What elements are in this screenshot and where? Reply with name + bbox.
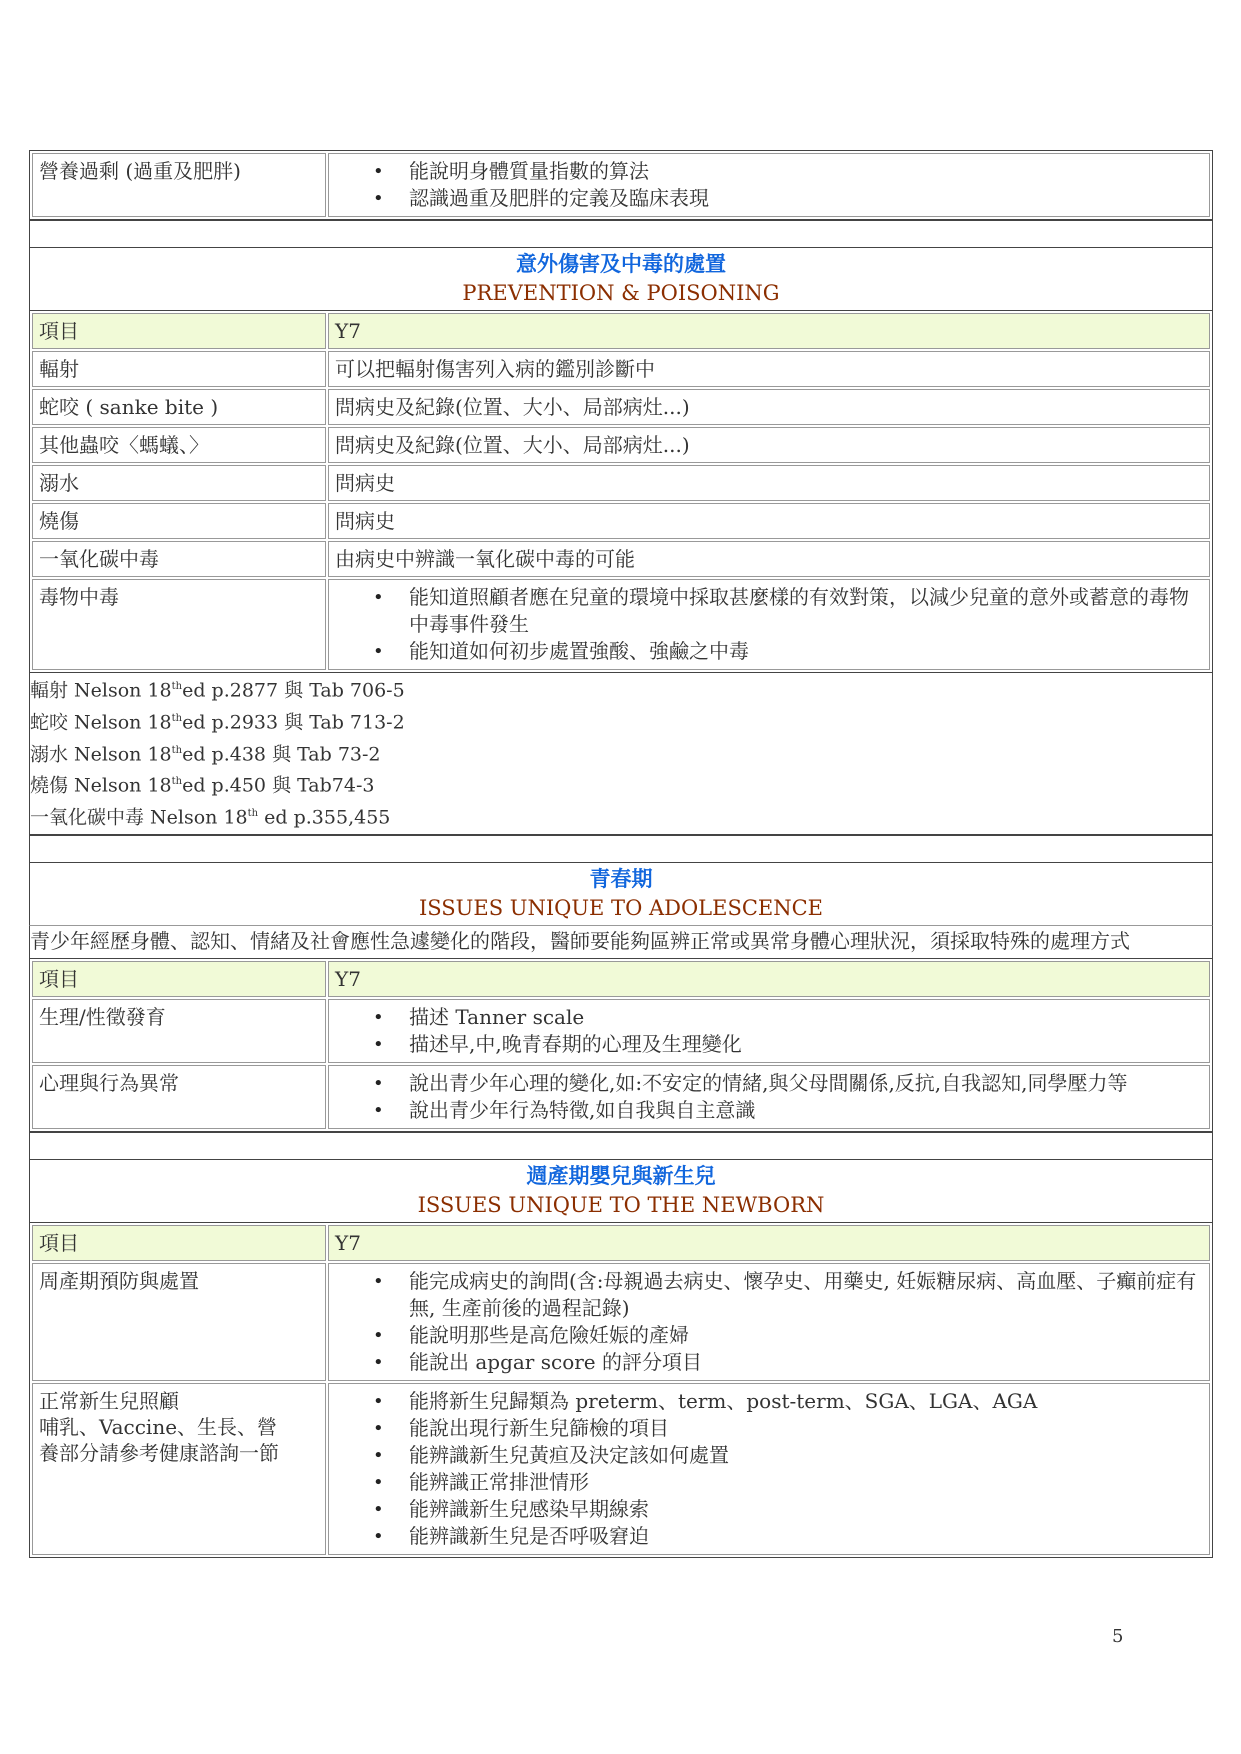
- goal-cell: [328, 999, 1210, 1063]
- table-row: [32, 389, 1210, 425]
- item-cell: 燒傷: [32, 503, 326, 539]
- reference-line: 溺水 Nelson 18thed p.438 與 Tab 73-2: [30, 742, 381, 765]
- reference-line: 燒傷 Nelson 18thed p.450 與 Tab74-3: [30, 774, 375, 797]
- spacer-row: [29, 1132, 1213, 1159]
- table-row: [32, 427, 1210, 463]
- goal-cell: [328, 579, 1210, 670]
- section-title-en: PREVENTION & POISONING: [462, 281, 780, 305]
- bullet-item: • 能辨識新生兒是否呼吸窘迫: [399, 1523, 1203, 1550]
- table-header-row: [32, 1225, 1210, 1261]
- table-row: [32, 999, 1210, 1063]
- section-title-zh: 週產期嬰兒與新生兒: [526, 1164, 716, 1189]
- header-item: 項目: [32, 961, 326, 997]
- item-cell: 周產期預防與處置: [32, 1263, 326, 1381]
- item-cell: 一氧化碳中毒: [32, 541, 326, 577]
- table-row: [32, 1065, 1210, 1129]
- section-intro: 青少年經歷身體、認知、情緒及社會應性急遽變化的階段，醫師要能夠區辨正常或異常身體心理狀況，須採取特殊的處理方式: [29, 925, 1213, 958]
- section-title-zh: 青春期: [589, 867, 653, 892]
- table-row: [32, 351, 1210, 387]
- section-title-newborn: [29, 1159, 1213, 1222]
- goal-cell: 由病史中辨識一氧化碳中毒的可能: [328, 541, 1210, 577]
- table-row: [32, 1383, 1210, 1555]
- item-cell: 溺水: [32, 465, 326, 501]
- bullet-item: • 能將新生兒歸類為 preterm、term、post-term、SGA、LGA、AGA: [399, 1388, 1203, 1415]
- table-row: [32, 541, 1210, 577]
- table-row: [32, 153, 1210, 217]
- section-title-en: ISSUES UNIQUE TO ADOLESCENCE: [418, 896, 824, 921]
- reference-line: 蛇咬 Nelson 18thed p.2933 與 Tab 713-2: [30, 711, 405, 734]
- reference-list: [29, 673, 1213, 835]
- reference-line: 輻射 Nelson 18thed p.2877 與 Tab 706-5: [30, 679, 405, 702]
- page-number: 5: [1112, 1626, 1124, 1647]
- item-cell: 營養過剩 (過重及肥胖): [32, 153, 326, 217]
- item-cell: 蛇咬 ( sanke bite ): [32, 389, 326, 425]
- goal-cell: [328, 1263, 1210, 1381]
- bullet-item: • 說出青少年行為特徵,如自我與自主意識: [399, 1097, 1203, 1124]
- bullet-item: • 能知道如何初步處置強酸、強鹼之中毒: [399, 638, 1203, 665]
- bullet-item: • 能辨識正常排泄情形: [399, 1469, 1203, 1496]
- bullet-item: • 說出青少年心理的變化,如:不安定的情緒,與父母間關係,反抗,自我認知,同學壓力等: [399, 1070, 1203, 1097]
- goal-cell: 問病史: [328, 465, 1210, 501]
- table-row: [32, 1263, 1210, 1381]
- item-cell: 毒物中毒: [32, 579, 326, 670]
- bullet-item: • 能說明身體質量指數的算法: [399, 158, 1203, 185]
- reference-line: 一氧化碳中毒 Nelson 18th ed p.355,455: [30, 806, 391, 829]
- bullet-item: • 認識過重及肥胖的定義及臨床表現: [399, 185, 1203, 212]
- bullet-item: • 能完成病史的詢問(含:母親過去病史、懷孕史、用藥史, 妊娠糖尿病、高血壓、子癲前症有無, 生產前後的過程記錄): [399, 1268, 1203, 1322]
- item-cell: 生理/性徵發育: [32, 999, 326, 1063]
- section-title-en: ISSUES UNIQUE TO THE NEWBORN: [417, 1193, 825, 1218]
- bullet-item: • 能辨識新生兒黃疸及決定該如何處置: [399, 1442, 1203, 1469]
- spacer-row: [29, 220, 1213, 247]
- header-item: 項目: [32, 1225, 326, 1261]
- goal-cell: 問病史: [328, 503, 1210, 539]
- header-item: 項目: [32, 313, 326, 349]
- goal-cell: 問病史及紀錄(位置、大小、局部病灶...): [328, 389, 1210, 425]
- goal-cell: [328, 1065, 1210, 1129]
- adolescence-table: [29, 958, 1213, 1132]
- table-row: [32, 579, 1210, 670]
- header-year: Y7: [328, 313, 1210, 349]
- goal-cell: [328, 1383, 1210, 1555]
- header-year: Y7: [328, 1225, 1210, 1261]
- bullet-item: • 能辨識新生兒感染早期線索: [399, 1496, 1203, 1523]
- header-year: Y7: [328, 961, 1210, 997]
- newborn-table: [29, 1222, 1213, 1558]
- table-row: [32, 465, 1210, 501]
- bullet-item: • 描述 Tanner scale: [399, 1004, 1203, 1031]
- item-cell: 輻射: [32, 351, 326, 387]
- item-cell: 其他蟲咬〈螞蟻、〉: [32, 427, 326, 463]
- nutrition-table: [29, 150, 1213, 220]
- bullet-item: • 能知道照顧者應在兒童的環境中採取甚麼樣的有效對策，以減少兒童的意外或蓄意的毒物中毒事件發生: [399, 584, 1203, 638]
- accident-table: [29, 310, 1213, 673]
- item-cell: 心理與行為異常: [32, 1065, 326, 1129]
- goal-cell: 問病史及紀錄(位置、大小、局部病灶...): [328, 427, 1210, 463]
- goal-cell: 可以把輻射傷害列入病的鑑別診斷中: [328, 351, 1210, 387]
- section-title-zh: 意外傷害及中毒的處置: [516, 252, 726, 276]
- goal-cell: [328, 153, 1210, 217]
- bullet-item: • 能說明那些是高危險妊娠的產婦: [399, 1322, 1203, 1349]
- table-header-row: [32, 313, 1210, 349]
- section-title-adolescence: [29, 862, 1213, 925]
- item-cell: 正常新生兒照顧 哺乳、Vaccine、生長、營養部分請參考健康諮詢一節: [32, 1383, 326, 1555]
- spacer-row: [29, 835, 1213, 862]
- bullet-item: • 能說出現行新生兒篩檢的項目: [399, 1415, 1203, 1442]
- bullet-item: • 描述早,中,晚青春期的心理及生理變化: [399, 1031, 1203, 1058]
- section-title-accident: [29, 247, 1213, 310]
- table-header-row: [32, 961, 1210, 997]
- bullet-item: • 能說出 apgar score 的評分項目: [399, 1349, 1203, 1376]
- table-row: [32, 503, 1210, 539]
- document-page: [29, 150, 1213, 1558]
